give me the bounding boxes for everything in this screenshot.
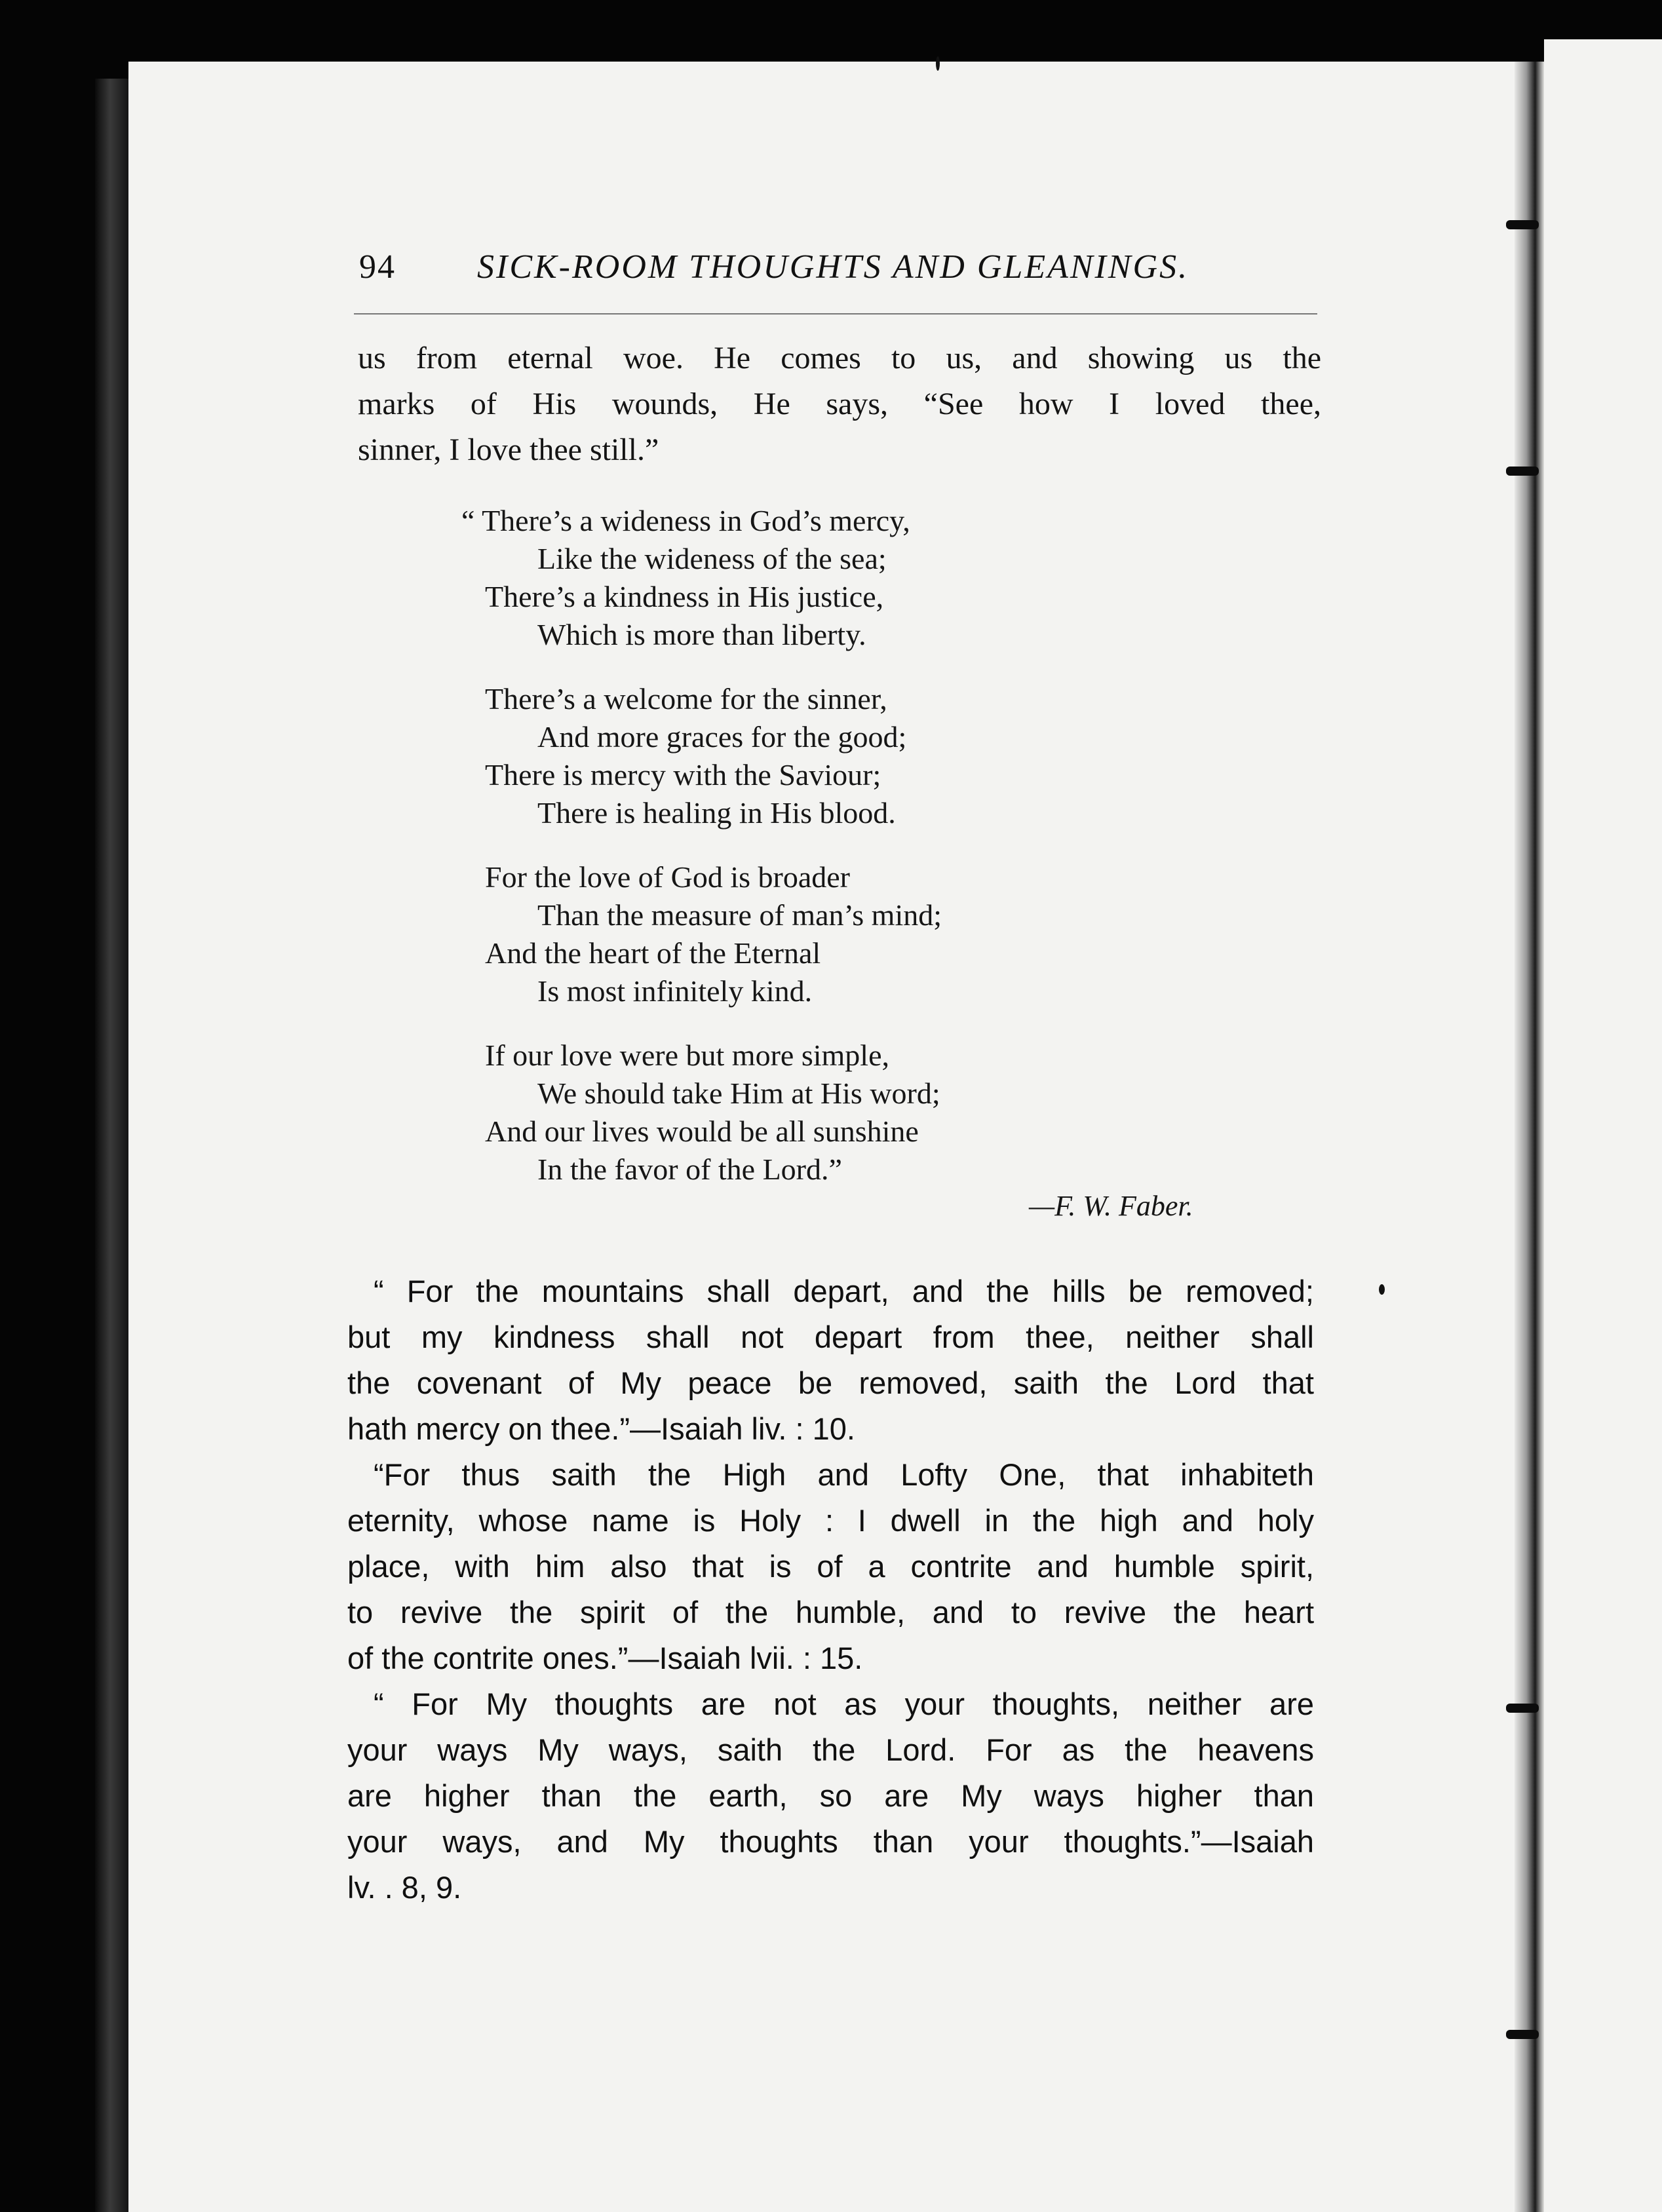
poem-line: For the love of God is broader [485, 860, 850, 894]
poem-line: There’s a kindness in His justice, [485, 580, 884, 613]
scripture-line: place, with him also that is of a contrite and humble spirit, [347, 1549, 1314, 1584]
poem-line: Which is more than liberty. [537, 618, 866, 651]
book-spine-shadow [95, 79, 128, 2212]
scripture-line: lv. . 8, 9. [347, 1870, 462, 1905]
scripture-line: the covenant of My peace be removed, saith the Lord that [347, 1365, 1314, 1400]
intro-line: sinner, I love thee still.” [358, 432, 659, 467]
scripture-paragraph [347, 1452, 1314, 1681]
scripture-line: hath mercy on thee.”—Isaiah liv. : 10. [347, 1411, 855, 1446]
scripture-line: “For thus saith the High and Lofty One, that inhabiteth [374, 1457, 1314, 1492]
poem-line: If our love were but more simple, [485, 1039, 889, 1072]
intro-paragraph [358, 335, 1321, 473]
poem-line: And more graces for the good; [537, 720, 907, 753]
poem-line: And our lives would be all sunshine [485, 1115, 919, 1148]
poem-stanza [461, 502, 1271, 654]
poem-line: There’s a welcome for the sinner, [485, 682, 887, 715]
poem-line: There is mercy with the Saviour; [485, 758, 881, 791]
intro-line: marks of His wounds, He says, “See how I loved thee, [358, 387, 1321, 421]
scripture-line: of the contrite ones.”—Isaiah lvii. : 15. [347, 1641, 863, 1675]
poem-line: “ There’s a wideness in God’s mercy, [461, 504, 910, 537]
poem-stanza [485, 858, 1271, 1010]
page-gutter [1515, 62, 1544, 2212]
scripture-line: to revive the spirit of the humble, and to revive the heart [347, 1595, 1314, 1630]
poem-line: There is healing in His blood. [537, 796, 896, 830]
scripture-line: “ For the mountains shall depart, and the hills be removed; [374, 1274, 1314, 1308]
scripture-quotations [347, 1268, 1314, 1911]
scripture-line: your ways, and My thoughts than your thoughts.”—Isaiah [347, 1824, 1314, 1859]
scripture-line: but my kindness shall not depart from thee, neither shall [347, 1320, 1314, 1354]
poem-line: And the heart of the Eternal [485, 936, 821, 970]
page-number: 94 [359, 248, 396, 286]
header-rule [354, 313, 1317, 315]
poem-line: In the favor of the Lord.” [537, 1153, 842, 1186]
binding-thread-mark [1506, 467, 1539, 476]
scripture-line: eternity, whose name is Holy : I dwell in the high and holy [347, 1503, 1314, 1538]
running-title: SICK-ROOM THOUGHTS AND GLEANINGS. [477, 248, 1189, 286]
poem [461, 502, 1271, 1215]
poem-stanza [485, 680, 1271, 832]
binding-thread-mark [1506, 220, 1539, 229]
ink-speck [936, 56, 940, 71]
poem-line: Than the measure of man’s mind; [537, 898, 942, 932]
poem-line: Like the wideness of the sea; [537, 542, 887, 575]
poem-stanza [485, 1037, 1271, 1189]
running-header [359, 248, 1316, 294]
intro-line: us from eternal woe. He comes to us, and showing us the [358, 341, 1321, 375]
scripture-line: “ For My thoughts are not as your thoughts, neither are [374, 1687, 1314, 1721]
ink-speck [1379, 1284, 1385, 1295]
scripture-paragraph [347, 1681, 1314, 1911]
poem-line: Is most infinitely kind. [537, 974, 813, 1008]
scripture-line: your ways My ways, saith the Lord. For as the heavens [347, 1732, 1314, 1767]
poem-attribution: —F. W. Faber. [1029, 1190, 1193, 1222]
facing-page-edge [1544, 39, 1662, 2212]
poem-line: We should take Him at His word; [537, 1077, 940, 1110]
binding-thread-mark [1506, 1704, 1539, 1713]
scripture-line: are higher than the earth, so are My ways higher than [347, 1778, 1314, 1813]
binding-thread-mark [1506, 2030, 1539, 2039]
scripture-paragraph [347, 1268, 1314, 1452]
